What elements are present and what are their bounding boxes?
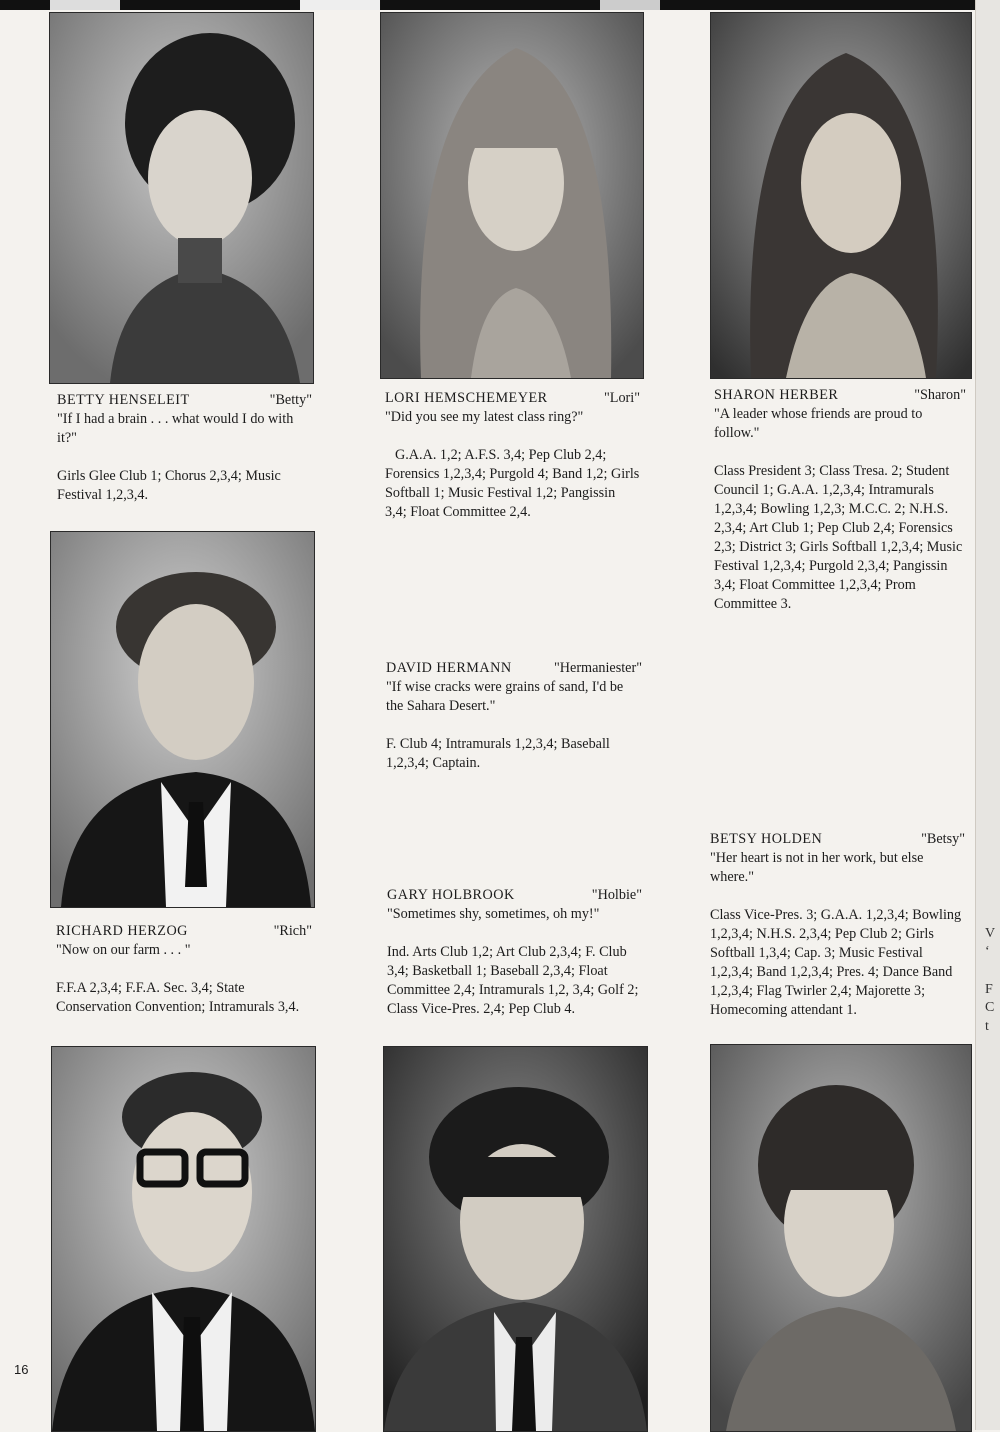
- student-name: DAVID HERMANN: [386, 660, 512, 676]
- page-number: 16: [14, 1362, 29, 1377]
- student-quote: "A leader whose friends are proud to follow.": [714, 406, 923, 441]
- student-activities: F.F.A 2,3,4; F.F.A. Sec. 3,4; State Conservation Convention; Intramurals 3,4.: [56, 980, 300, 1015]
- student-quote: "If I had a brain . . . what would I do with it?": [57, 411, 294, 446]
- student-name: BETTY HENSELEIT: [57, 392, 190, 408]
- student-nickname: "Lori": [603, 390, 640, 406]
- student-name: BETSY HOLDEN: [710, 831, 823, 847]
- portrait-photo-lori-hemschemeyer: [380, 12, 644, 379]
- adjacent-page-text-fragment: V: [985, 926, 996, 941]
- student-nickname: "Hermaniester": [554, 660, 642, 676]
- student-quote: "Her heart is not in her work, but else where.": [710, 850, 924, 885]
- portrait-photo-betty-henseleit: [49, 12, 314, 384]
- student-name: LORI HEMSCHEMEYER: [385, 390, 548, 406]
- student-activities: G.A.A. 1,2; A.F.S. 3,4; Pep Club 2,4; Forensics 1,2,3,4; Purgold 4; Band 1,2; Girls Softball 1; Music Festival 1,2; Pangissin 3,4; Float Committee 2,4.: [385, 447, 640, 520]
- student-nickname: "Sharon": [914, 387, 966, 403]
- student-name: RICHARD HERZOG: [56, 923, 188, 939]
- portrait-photo-richard-herzog: [50, 531, 315, 908]
- student-quote: "Now on our farm . . . ": [56, 942, 191, 958]
- student-entry-betsy-holden: [710, 830, 965, 1020]
- portrait-photo-bottom-left: [51, 1046, 316, 1432]
- adjacent-page-edge: [975, 0, 1000, 1430]
- student-entry-richard-herzog: [56, 922, 312, 1017]
- student-activities: Girls Glee Club 1; Chorus 2,3,4; Music Festival 1,2,3,4.: [57, 468, 281, 503]
- student-activities: Class President 3; Class Tresa. 2; Student Council 1; G.A.A. 1,2,3,4; Intramurals 1,2,3,4; Bowling 1,2,3; M.C.C. 2; N.H.S. 2,3,4; Art Club 1; Pep Club 2,4; Forensics 2,3; District 3; Girls Softball 1,2,3,4; Music Festival 1,2,3,4; Purgold 2,3,4; Pangissin 3,4; Float Committee 1,2,3,4; Prom Committee 3.: [714, 463, 963, 612]
- adjacent-page-text-fragment: t: [985, 1019, 989, 1034]
- adjacent-page-text-fragment: ‘: [985, 944, 990, 959]
- portrait-photo-bottom-middle: [383, 1046, 648, 1432]
- portrait-photo-bottom-right: [710, 1044, 972, 1432]
- page-top-edge: [0, 0, 1000, 10]
- student-nickname: "Betty": [269, 392, 312, 408]
- student-name: SHARON HERBER: [714, 387, 839, 403]
- student-nickname: "Rich": [273, 923, 312, 939]
- student-name: GARY HOLBROOK: [387, 887, 515, 903]
- student-quote: "If wise cracks were grains of sand, I'd be the Sahara Desert.": [386, 679, 624, 714]
- student-quote: "Sometimes shy, sometimes, oh my!": [387, 906, 600, 922]
- student-nickname: "Holbie": [591, 887, 642, 903]
- student-entry-lori-hemschemeyer: [385, 389, 640, 522]
- student-activities: Class Vice-Pres. 3; G.A.A. 1,2,3,4; Bowling 1,2,3,4; N.H.S. 2,3,4; Pep Club 2; Girls Softball 1,3,4; Cap. 3; Music Festival 1,2,3,4; Band 1,2,3,4; Pres. 4; Dance Band 1,2,3,4; Flag Twirler 2,4; Majorette 3; Homecoming attendant 1.: [710, 907, 962, 1018]
- student-nickname: "Betsy": [921, 831, 965, 847]
- student-entry-betty-henseleit: [57, 391, 312, 505]
- portrait-photo-sharon-herber: [710, 12, 972, 379]
- student-activities: F. Club 4; Intramurals 1,2,3,4; Baseball 1,2,3,4; Captain.: [386, 736, 610, 771]
- student-entry-sharon-herber: [714, 386, 966, 614]
- student-entry-gary-holbrook: [387, 886, 642, 1019]
- adjacent-page-text-fragment: C: [985, 1000, 995, 1015]
- student-activities: Ind. Arts Club 1,2; Art Club 2,3,4; F. Club 3,4; Basketball 1; Baseball 2,3,4; Float Committee 2,4; Intramurals 1,2, 3,4; Golf 2; Class Vice-Pres. 2,4; Pep Club 4.: [387, 944, 639, 1017]
- student-quote: "Did you see my latest class ring?": [385, 409, 584, 425]
- student-entry-david-hermann: [386, 659, 642, 773]
- adjacent-page-text-fragment: F: [985, 982, 993, 997]
